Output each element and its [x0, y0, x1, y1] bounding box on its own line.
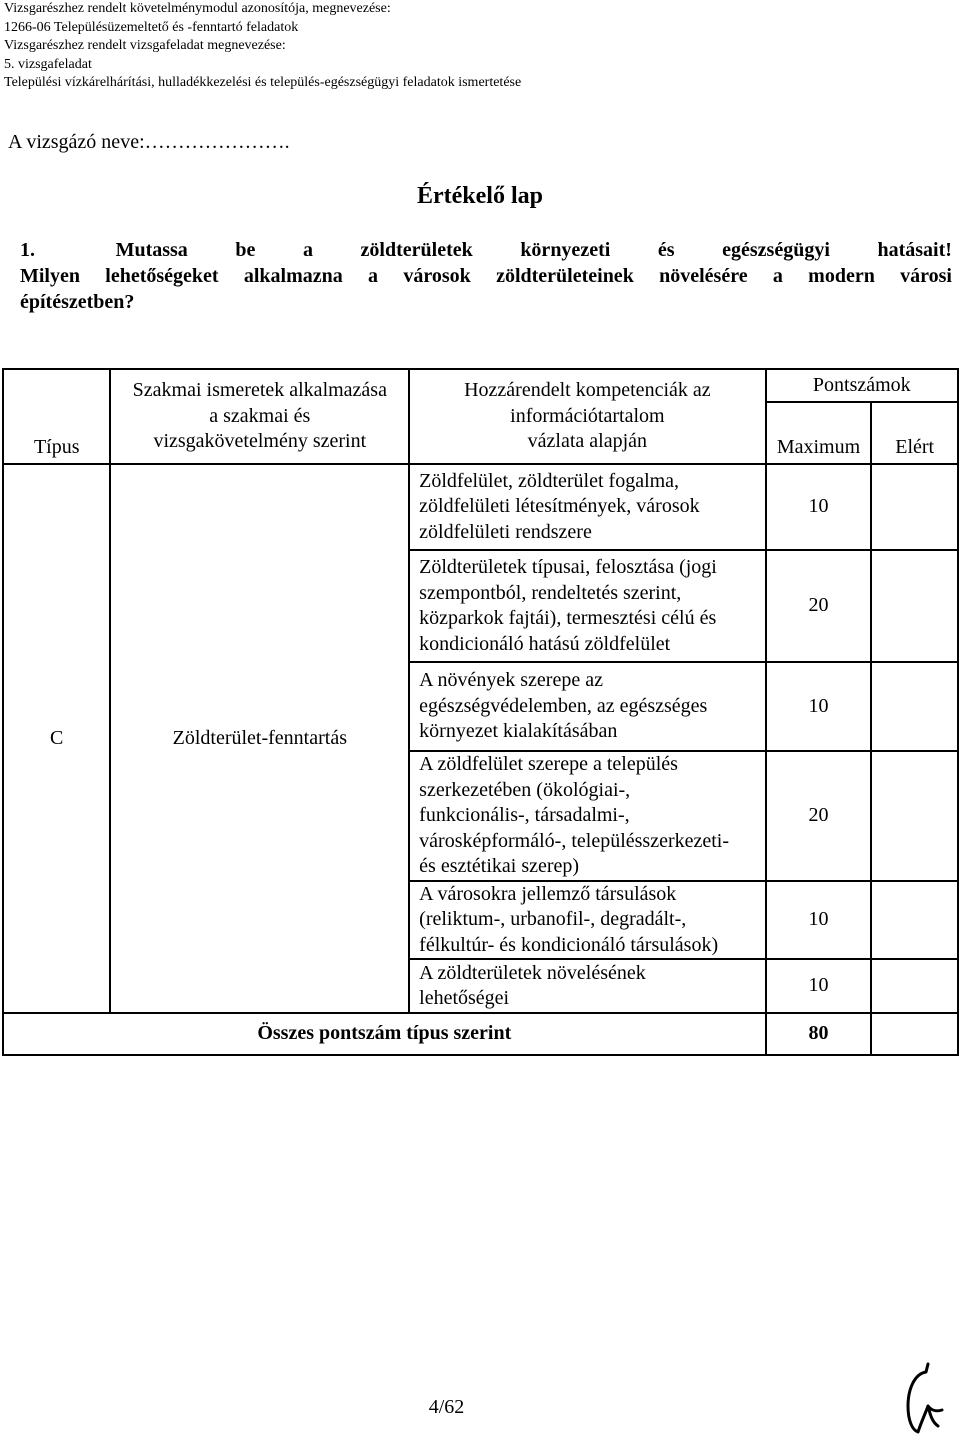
row-text-line: városképformáló-, településszerkezeti- [419, 829, 730, 852]
row-elert [871, 959, 958, 1013]
header-line: Vizsgarészhez rendelt vizsgafeladat megnevezése: [4, 38, 286, 54]
question-word: környezeti [520, 239, 611, 261]
row-max: 20 [766, 550, 872, 662]
question-line-2: Milyen lehetőségeket alkalmazna a városok zöldterületeinek növelésére a modern városi [20, 265, 952, 287]
row-text [409, 464, 765, 550]
header-szakmai-line: Szakmai ismeretek alkalmazása [132, 379, 387, 402]
header-szakmai [110, 369, 409, 464]
total-elert [871, 1013, 958, 1055]
row-text-line: közparkok fajtái), termesztési célú és [419, 607, 717, 629]
row-text-line: félkultúr- és kondicionáló társulások) [419, 933, 719, 956]
header-line: 5. vizsgafeladat [4, 56, 92, 72]
header-line: 1266-06 Településüzemeltető és -fenntartó feladatok [4, 19, 299, 35]
question-word: és [657, 239, 675, 261]
row-max: 10 [766, 959, 872, 1013]
question-word: egészségügyi [722, 239, 830, 261]
row-text-line: lehetőségei [419, 987, 510, 1009]
signature-mark [900, 1360, 946, 1441]
row-max: 10 [766, 881, 872, 960]
row-elert [871, 751, 958, 881]
tipus-value: C [3, 464, 110, 1013]
question [20, 237, 952, 315]
row-text-line: Zöldterületek típusai, felosztása (jogi [419, 556, 717, 578]
row-text-line: szerkezetében (ökológiai-, [419, 778, 631, 801]
row-text-line: környezet kialakításában [419, 720, 618, 743]
row-text-line: funkcionális-, társadalmi-, [419, 804, 630, 826]
row-elert [871, 662, 958, 751]
signature-icon [900, 1360, 946, 1436]
row-text-line: kondicionáló hatású zöldfelület [419, 632, 671, 655]
row-text-line: A zöldterületek növelésének [419, 961, 646, 984]
header-hozzarendelt-line: információtartalom [510, 404, 665, 427]
row-text-line: A zöldfelület szerepe a település [419, 753, 678, 775]
header-tipus: Típus [3, 369, 110, 464]
row-elert [871, 550, 958, 662]
row-elert [871, 464, 958, 550]
question-word: be [235, 239, 256, 261]
row-text-line: egészségvédelemben, az egészséges [419, 694, 708, 717]
question-word: zöldterületek [360, 239, 473, 261]
question-line-1 [20, 237, 952, 263]
question-number: 1. [20, 239, 35, 261]
header-szakmai-line: vizsgakövetelmény szerint [153, 430, 367, 453]
row-text [409, 662, 765, 751]
row-text [409, 959, 765, 1013]
row-text-line: A városokra jellemző társulások [419, 882, 677, 905]
row-text-line: zöldfelületi létesítmények, városok [419, 495, 700, 518]
header-line: Települési vízkárelhárítási, hulladékkezelési és település-egészségügyi feladatok ismertetése [4, 75, 522, 91]
page-number: 4/62 [428, 1396, 465, 1418]
question-line-3: építészetben? [20, 291, 135, 313]
row-text-line: és esztétikai szerep) [419, 855, 580, 877]
row-max: 20 [766, 751, 872, 881]
row-text-line: (reliktum-, urbanofil-, degradált-, [419, 908, 687, 930]
header-maximum: Maximum [766, 402, 872, 464]
header-szakmai-line: a szakmai és [209, 404, 311, 427]
question-word: Mutassa [115, 239, 188, 261]
question-word: hatásait! [877, 239, 952, 261]
total-max: 80 [766, 1013, 872, 1055]
candidate-name-label: A vizsgázó neve:…………………. [8, 131, 290, 153]
question-word: a [302, 239, 313, 261]
row-text-line: zöldfelületi rendszere [419, 520, 592, 543]
row-text [409, 550, 765, 662]
row-text-line: A növények szerepe az [419, 669, 603, 692]
header-pontszamok: Pontszámok [766, 369, 958, 402]
header-hozzarendelt [409, 369, 765, 464]
header-hozzarendelt-line: vázlata alapján [527, 430, 648, 453]
row-max: 10 [766, 662, 872, 751]
total-label: Összes pontszám típus szerint [3, 1013, 766, 1055]
row-text [409, 881, 765, 960]
header-line: Vizsgarészhez rendelt követelménymodul azonosítója, megnevezése: [4, 1, 391, 16]
row-elert [871, 881, 958, 960]
page-title: Értékelő lap [417, 183, 543, 209]
row-text [409, 751, 765, 881]
row-max: 10 [766, 464, 872, 550]
row-text-line: szempontból, rendeltetés szerint, [419, 581, 682, 604]
row-text-line: Zöldfelület, zöldterület fogalma, [419, 469, 680, 492]
szakmai-value: Zöldterület-fenntartás [110, 464, 409, 1013]
header-elert: Elért [871, 402, 958, 464]
evaluation-table [2, 368, 959, 1056]
header-hozzarendelt-line: Hozzárendelt kompetenciák az [464, 379, 711, 402]
document-header [4, 0, 521, 93]
